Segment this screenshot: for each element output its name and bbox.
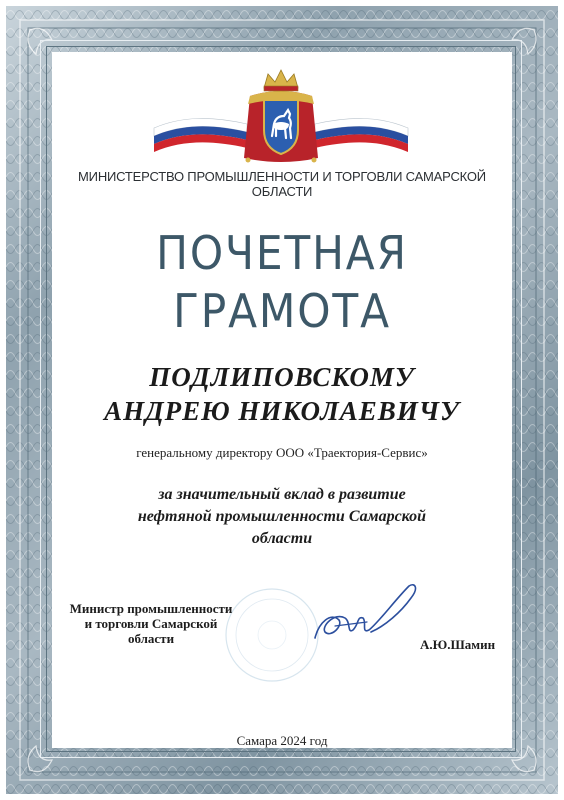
place-and-year: Самара 2024 год <box>236 733 328 748</box>
title-line-2: ГРАМОТА <box>173 284 391 338</box>
recipient-surname: ПОДЛИПОВСКОМУ <box>149 362 415 392</box>
russian-flag-ribbon-right <box>315 118 408 152</box>
recipient-position: генеральному директору ООО «Траектория-Сервис» <box>136 445 428 460</box>
signature <box>305 578 425 648</box>
recipient-names: АНДРЕЮ НИКОЛАЕВИЧУ <box>104 396 460 426</box>
signer-role: Министр промышленности и торговли Самарской области <box>69 601 233 646</box>
ministry-name: МИНИСТЕРСТВО ПРОМЫШЛЕННОСТИ И ТОРГОВЛИ САМАРСКОЙ ОБЛАСТИ <box>78 169 486 199</box>
title-line-1: ПОЧЕТНАЯ <box>156 226 408 280</box>
samara-coat-of-arms-icon <box>152 66 410 166</box>
signer-name: А.Ю.Шамин <box>420 637 496 652</box>
russian-flag-ribbon-left <box>154 118 247 152</box>
merit-text: за значительный вклад в развитие нефтяной промышленности Самарской области <box>137 486 427 547</box>
